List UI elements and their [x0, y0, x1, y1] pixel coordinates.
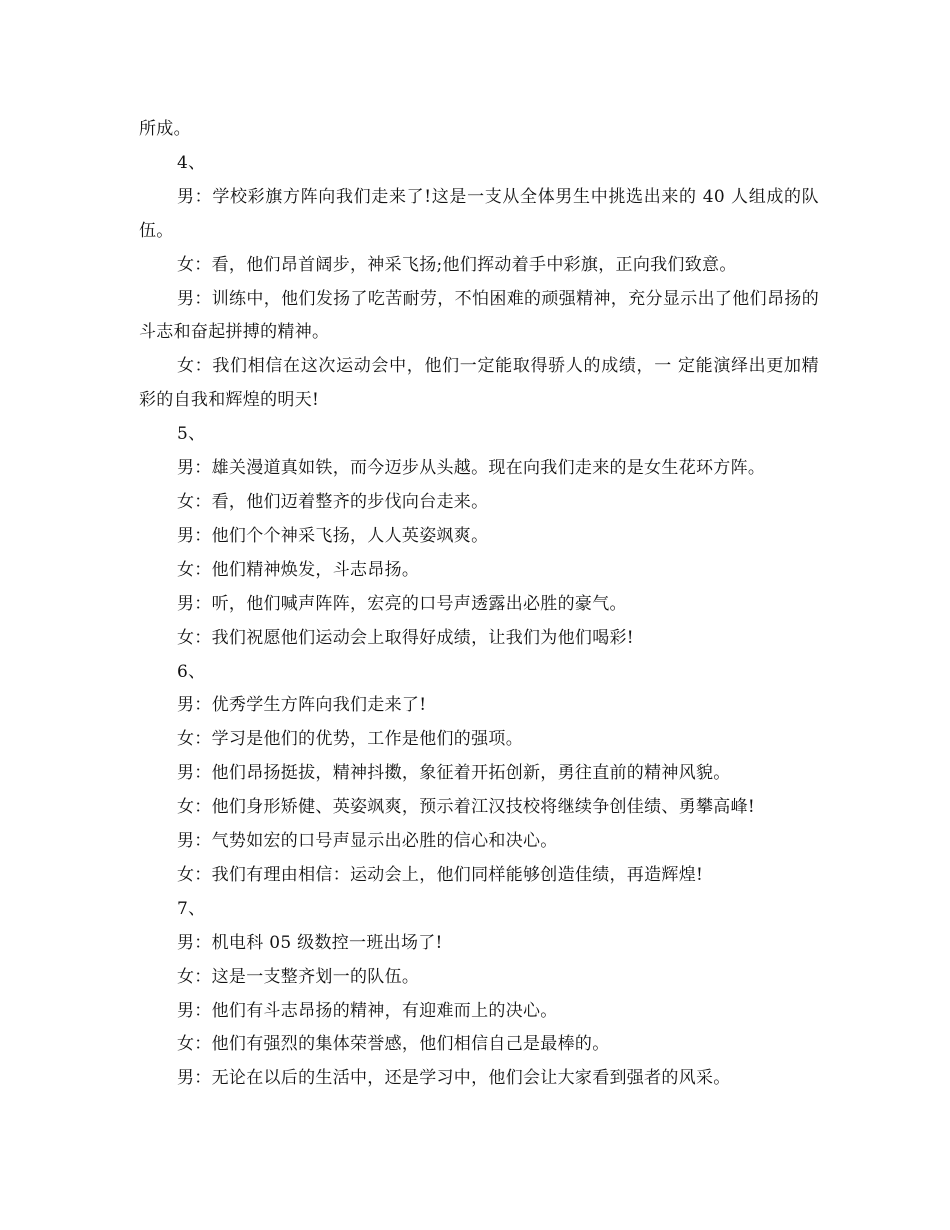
dialogue-line: 女：我们祝愿他们运动会上取得好成绩，让我们为他们喝彩!	[177, 627, 634, 648]
dialogue-line: 男：学校彩旗方阵向我们走来了!这是一支从全体男生中挑选出来的 40 人组成的队伍。	[139, 186, 819, 241]
dialogue-line: 女：我们有理由相信：运动会上，他们同样能够创造佳绩，再造辉煌!	[177, 864, 704, 885]
dialogue-line: 女：他们身形矫健、英姿飒爽，预示着江汉技校将继续争创佳绩、勇攀高峰!	[177, 797, 756, 818]
dialogue-line: 女：我们相信在这次运动会中，他们一定能取得骄人的成绩，一 定能演绎出更加精彩的自我和辉煌的明天!	[139, 356, 819, 411]
dialogue-line: 男：无论在以后的生活中，还是学习中，他们会让大家看到强者的风采。	[177, 1068, 731, 1089]
dialogue-line: 女：学习是他们的优势，工作是他们的强项。	[177, 729, 523, 750]
dialogue-line: 女：他们有强烈的集体荣誉感，他们相信自己是最棒的。	[177, 1034, 610, 1055]
document-body	[139, 113, 819, 1096]
section-number-4: 4、	[177, 152, 206, 173]
dialogue-line: 男：听，他们喊声阵阵，宏亮的口号声透露出必胜的豪气。	[177, 593, 627, 614]
dialogue-line: 男：雄关漫道真如铁，而今迈步从头越。现在向我们走来的是女生花环方阵。	[177, 458, 766, 479]
dialogue-line: 女：看，他们迈着整齐的步伐向台走来。	[177, 491, 489, 512]
dialogue-line: 女：这是一支整齐划一的队伍。	[177, 966, 420, 987]
dialogue-line: 男：他们个个神采飞扬，人人英姿飒爽。	[177, 525, 489, 546]
dialogue-line: 女：看，他们昂首阔步，神采飞扬;他们挥动着手中彩旗，正向我们致意。	[177, 254, 737, 275]
section-number-5: 5、	[177, 424, 206, 445]
dialogue-line: 男：气势如宏的口号声显示出必胜的信心和决心。	[177, 831, 558, 852]
dialogue-line: 女：他们精神焕发，斗志昂扬。	[177, 559, 420, 580]
paragraph-continuation: 所成。	[139, 119, 191, 139]
dialogue-line: 男：优秀学生方阵向我们走来了!	[177, 695, 427, 716]
dialogue-line: 男：他们有斗志昂扬的精神，有迎难而上的决心。	[177, 1000, 558, 1021]
dialogue-line: 男：机电科 05 级数控一班出场了!	[177, 932, 443, 953]
section-number-6: 6、	[177, 661, 206, 682]
dialogue-line: 男：他们昂扬挺拔，精神抖擞，象征着开拓创新，勇往直前的精神风貌。	[177, 763, 731, 784]
dialogue-line: 男：训练中，他们发扬了吃苦耐劳，不怕困难的顽强精神，充分显示出了他们昂扬的斗志和奋起拼搏的精神。	[139, 288, 819, 343]
section-number-7: 7、	[177, 898, 206, 919]
